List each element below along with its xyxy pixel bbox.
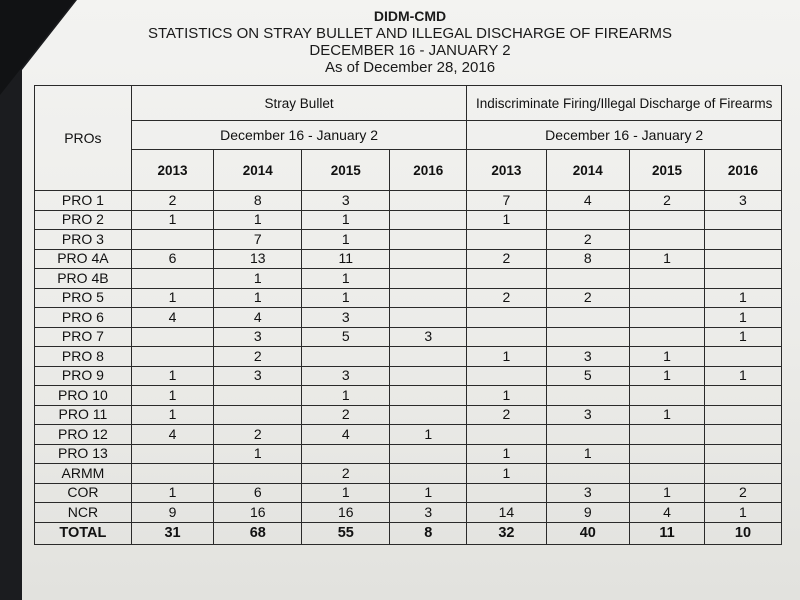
stray-bullet-cell: 3	[390, 503, 467, 523]
stray-bullet-cell: 3	[390, 327, 467, 347]
illegal-discharge-cell: 1	[546, 444, 630, 464]
row-label: PRO 12	[35, 425, 132, 445]
stray-bullet-cell	[131, 230, 214, 250]
row-label: PRO 9	[35, 366, 132, 386]
stray-bullet-cell: 6	[131, 249, 214, 269]
stray-bullet-cell	[302, 347, 390, 367]
illegal-discharge-cell	[467, 366, 546, 386]
report-period: DECEMBER 16 - JANUARY 2	[309, 42, 511, 59]
illegal-discharge-cell: 1	[630, 405, 705, 425]
stray-bullet-cell: 4	[302, 425, 390, 445]
stray-bullet-cell: 2	[302, 464, 390, 484]
table-row	[35, 191, 782, 211]
illegal-discharge-cell: 9	[546, 503, 630, 523]
illegal-discharge-cell	[546, 308, 630, 328]
stray-bullet-cell	[214, 464, 302, 484]
illegal-discharge-cell: 3	[546, 405, 630, 425]
stray-bullet-cell: 2	[302, 405, 390, 425]
stray-bullet-cell	[390, 269, 467, 289]
illegal-discharge-cell: 3	[546, 483, 630, 503]
stray-bullet-cell	[390, 464, 467, 484]
table-row	[35, 249, 782, 269]
row-label: PRO 10	[35, 386, 132, 406]
illegal-discharge-cell	[467, 269, 546, 289]
illegal-discharge-cell	[546, 269, 630, 289]
table-body	[35, 191, 782, 545]
illegal-discharge-cell	[630, 386, 705, 406]
table-row	[35, 308, 782, 328]
illegal-discharge-cell	[630, 269, 705, 289]
illegal-discharge-cell: 2	[546, 230, 630, 250]
table-row	[35, 230, 782, 250]
stray-bullet-cell: 3	[302, 308, 390, 328]
stray-bullet-cell: 1	[302, 210, 390, 230]
stray-bullet-cell: 1	[131, 483, 214, 503]
illegal-discharge-cell	[704, 405, 781, 425]
illegal-discharge-cell: 11	[630, 522, 705, 544]
illegal-discharge-cell: 1	[467, 210, 546, 230]
illegal-discharge-cell	[704, 464, 781, 484]
stray-bullet-cell	[131, 347, 214, 367]
stray-bullet-cell	[131, 464, 214, 484]
illegal-discharge-cell	[630, 230, 705, 250]
stray-bullet-cell: 1	[302, 230, 390, 250]
stray-bullet-cell	[390, 288, 467, 308]
stray-bullet-cell: 1	[131, 210, 214, 230]
row-label: NCR	[35, 503, 132, 523]
illegal-discharge-cell	[546, 210, 630, 230]
stray-bullet-cell: 1	[214, 444, 302, 464]
stray-bullet-cell: 9	[131, 503, 214, 523]
table-row	[35, 464, 782, 484]
illegal-discharge-cell	[546, 386, 630, 406]
table-row	[35, 269, 782, 289]
document-header	[100, 8, 720, 76]
stray-bullet-cell: 1	[390, 425, 467, 445]
stray-bullet-cell	[390, 405, 467, 425]
row-label: PRO 13	[35, 444, 132, 464]
row-label: PRO 4B	[35, 269, 132, 289]
illegal-discharge-cell	[467, 425, 546, 445]
illegal-discharge-cell: 2	[546, 288, 630, 308]
stray-bullet-cell: 1	[131, 386, 214, 406]
stray-bullet-cell: 3	[302, 366, 390, 386]
table-row	[35, 503, 782, 523]
stray-bullet-cell: 1	[214, 288, 302, 308]
stray-bullet-cell	[390, 386, 467, 406]
illegal-discharge-cell	[630, 464, 705, 484]
illegal-discharge-cell: 2	[630, 191, 705, 211]
stray-bullet-cell: 8	[390, 522, 467, 544]
stray-bullet-cell: 1	[390, 483, 467, 503]
illegal-discharge-cell: 1	[467, 464, 546, 484]
illegal-discharge-cell: 1	[704, 327, 781, 347]
table-row	[35, 386, 782, 406]
illegal-discharge-cell	[546, 327, 630, 347]
illegal-discharge-cell	[546, 425, 630, 445]
illegal-discharge-cell: 1	[630, 249, 705, 269]
table-row	[35, 210, 782, 230]
stray-bullet-cell: 2	[131, 191, 214, 211]
stray-bullet-cell	[214, 405, 302, 425]
stray-year-2013: 2013	[131, 150, 214, 191]
table-row	[35, 444, 782, 464]
row-label: PRO 6	[35, 308, 132, 328]
illegal-discharge-cell: 1	[630, 366, 705, 386]
stray-bullet-cell: 4	[131, 308, 214, 328]
illegal-discharge-cell: 3	[546, 347, 630, 367]
illegal-discharge-cell	[467, 308, 546, 328]
stray-bullet-cell	[390, 366, 467, 386]
illegal-discharge-cell: 1	[467, 386, 546, 406]
stray-bullet-cell: 1	[302, 386, 390, 406]
stray-bullet-cell: 13	[214, 249, 302, 269]
illegal-discharge-cell	[704, 347, 781, 367]
illegal-discharge-cell: 2	[467, 288, 546, 308]
row-label: PRO 8	[35, 347, 132, 367]
illegal-discharge-cell: 1	[704, 366, 781, 386]
row-label: PRO 7	[35, 327, 132, 347]
row-label: PRO 3	[35, 230, 132, 250]
illegal-discharge-cell: 40	[546, 522, 630, 544]
stray-bullet-header: Stray Bullet	[131, 86, 467, 121]
stray-year-2014: 2014	[214, 150, 302, 191]
illegal-discharge-cell	[467, 230, 546, 250]
stray-bullet-cell: 6	[214, 483, 302, 503]
table-row	[35, 347, 782, 367]
year-header-row	[35, 150, 782, 191]
row-label: COR	[35, 483, 132, 503]
illegal-discharge-cell: 7	[467, 191, 546, 211]
stray-bullet-cell	[390, 191, 467, 211]
illegal-discharge-cell: 1	[630, 347, 705, 367]
stray-bullet-cell: 1	[131, 288, 214, 308]
illegal-discharge-cell	[630, 425, 705, 445]
illegal-discharge-cell	[704, 386, 781, 406]
illegal-discharge-cell	[630, 210, 705, 230]
stray-year-2015: 2015	[302, 150, 390, 191]
illegal-discharge-cell	[467, 327, 546, 347]
stray-bullet-cell: 1	[302, 269, 390, 289]
illegal-discharge-cell: 1	[467, 347, 546, 367]
stray-bullet-cell	[390, 249, 467, 269]
table-row	[35, 425, 782, 445]
illegal-discharge-cell	[704, 230, 781, 250]
illegal-discharge-cell: 32	[467, 522, 546, 544]
illegal-discharge-period: December 16 - January 2	[467, 121, 782, 150]
stray-bullet-period: December 16 - January 2	[131, 121, 467, 150]
stray-bullet-cell: 1	[302, 288, 390, 308]
illegal-discharge-cell: 1	[467, 444, 546, 464]
row-label: PRO 4A	[35, 249, 132, 269]
illegal-discharge-cell: 2	[467, 405, 546, 425]
illegal-discharge-header: Indiscriminate Firing/Illegal Discharge of Firearms	[467, 86, 782, 121]
illegal-discharge-cell	[630, 444, 705, 464]
illegal-discharge-cell: 2	[467, 249, 546, 269]
table-row	[35, 366, 782, 386]
stray-bullet-cell	[131, 444, 214, 464]
stray-bullet-cell: 4	[214, 308, 302, 328]
stray-bullet-cell	[302, 444, 390, 464]
table-row	[35, 288, 782, 308]
table-row	[35, 405, 782, 425]
illegal-discharge-cell	[704, 444, 781, 464]
row-label: PRO 5	[35, 288, 132, 308]
stray-bullet-cell: 1	[131, 366, 214, 386]
org-name: DIDM-CMD	[373, 8, 447, 24]
illegal-discharge-cell: 8	[546, 249, 630, 269]
illegal-discharge-cell	[630, 308, 705, 328]
stray-bullet-cell	[390, 210, 467, 230]
document-title: STATISTICS ON STRAY BULLET AND ILLEGAL DISCHARGE OF FIREARMS	[147, 25, 672, 42]
illegal-discharge-cell: 10	[704, 522, 781, 544]
illegal-discharge-cell: 1	[704, 308, 781, 328]
illegal-discharge-cell: 1	[704, 288, 781, 308]
stray-bullet-cell	[390, 308, 467, 328]
firing-year-2016: 2016	[704, 150, 781, 191]
row-label: PRO 11	[35, 405, 132, 425]
firing-year-2014: 2014	[546, 150, 630, 191]
illegal-discharge-cell: 4	[546, 191, 630, 211]
stray-bullet-cell	[390, 347, 467, 367]
stray-bullet-cell: 2	[214, 425, 302, 445]
stray-bullet-cell: 5	[302, 327, 390, 347]
stray-bullet-cell: 31	[131, 522, 214, 544]
stray-bullet-cell	[390, 230, 467, 250]
total-row	[35, 522, 782, 544]
row-label: PRO 2	[35, 210, 132, 230]
illegal-discharge-cell: 2	[704, 483, 781, 503]
stray-bullet-cell: 7	[214, 230, 302, 250]
illegal-discharge-cell: 14	[467, 503, 546, 523]
stray-bullet-cell: 3	[302, 191, 390, 211]
as-of-date: As of December 28, 2016	[324, 59, 496, 76]
stray-bullet-cell	[131, 327, 214, 347]
firing-year-2015: 2015	[630, 150, 705, 191]
illegal-discharge-cell	[630, 327, 705, 347]
stray-bullet-cell: 8	[214, 191, 302, 211]
stray-bullet-cell	[214, 386, 302, 406]
stray-bullet-cell	[390, 444, 467, 464]
row-label: ARMM	[35, 464, 132, 484]
illegal-discharge-cell: 4	[630, 503, 705, 523]
row-label: PRO 1	[35, 191, 132, 211]
firing-year-2013: 2013	[467, 150, 546, 191]
stray-bullet-cell	[131, 269, 214, 289]
illegal-discharge-cell	[546, 464, 630, 484]
total-label: TOTAL	[35, 522, 132, 544]
stray-bullet-cell: 2	[214, 347, 302, 367]
stray-bullet-cell: 68	[214, 522, 302, 544]
table-row	[35, 327, 782, 347]
illegal-discharge-cell: 1	[630, 483, 705, 503]
illegal-discharge-cell	[630, 288, 705, 308]
stray-bullet-cell: 3	[214, 327, 302, 347]
stray-year-2016: 2016	[390, 150, 467, 191]
stray-bullet-cell: 1	[131, 405, 214, 425]
illegal-discharge-cell	[704, 269, 781, 289]
stray-bullet-cell: 16	[302, 503, 390, 523]
illegal-discharge-cell	[704, 210, 781, 230]
illegal-discharge-cell: 3	[704, 191, 781, 211]
statistics-table	[34, 85, 782, 545]
illegal-discharge-cell: 1	[704, 503, 781, 523]
table-row	[35, 483, 782, 503]
stray-bullet-cell: 11	[302, 249, 390, 269]
illegal-discharge-cell	[704, 249, 781, 269]
stray-bullet-cell: 4	[131, 425, 214, 445]
stray-bullet-cell: 55	[302, 522, 390, 544]
stray-bullet-cell: 1	[302, 483, 390, 503]
stray-bullet-cell: 3	[214, 366, 302, 386]
stray-bullet-cell: 16	[214, 503, 302, 523]
stray-bullet-cell: 1	[214, 269, 302, 289]
illegal-discharge-cell	[704, 425, 781, 445]
illegal-discharge-cell: 5	[546, 366, 630, 386]
illegal-discharge-cell	[467, 483, 546, 503]
stray-bullet-cell: 1	[214, 210, 302, 230]
pros-header: PROs	[35, 86, 132, 191]
